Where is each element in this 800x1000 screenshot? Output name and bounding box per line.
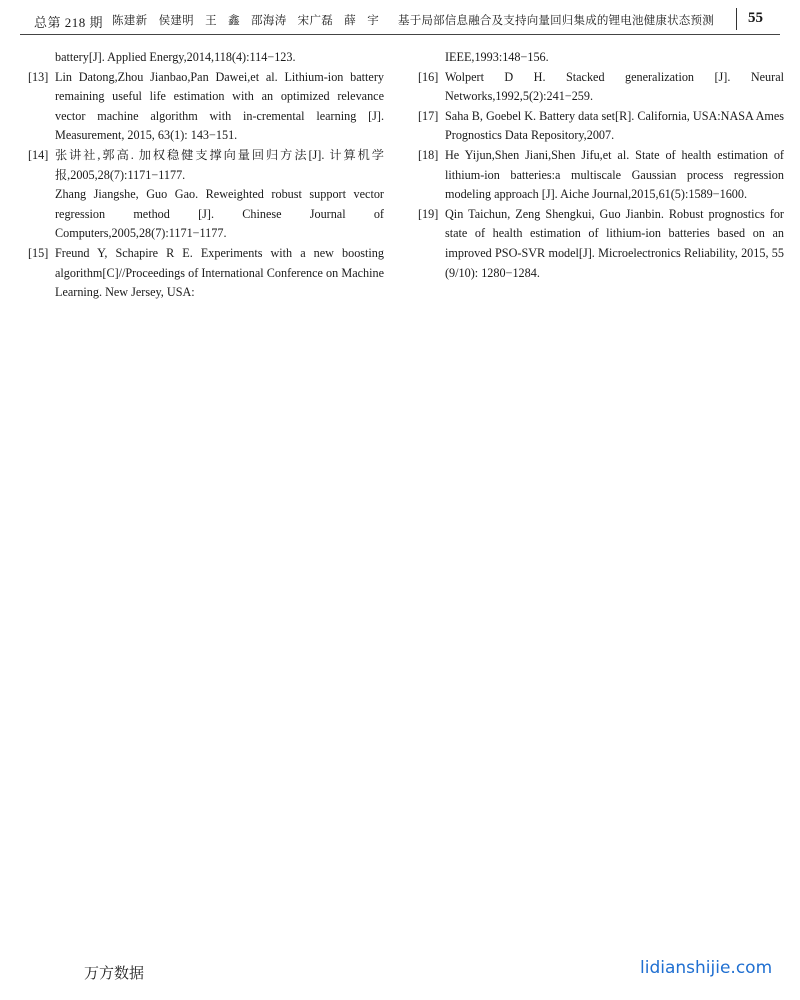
reference-continuation [28, 48, 384, 68]
reference-16 [418, 68, 784, 107]
reference-13 [28, 68, 384, 146]
header-rule [20, 34, 780, 35]
reference-text: 张讲社,郭高. 加权稳健支撑向量回归方法[J]. 计算机学报,2005,28(7):1171−1177. [55, 147, 384, 182]
header-title: 基于局部信息融合及支持向量回归集成的锂电池健康状态预测 [398, 15, 714, 27]
footer-watermark-site: lidianshijie.com [640, 958, 773, 978]
header-authors: 陈建新 侯建明 王 鑫 邵海涛 宋广磊 薛 宇 [112, 15, 380, 27]
reference-number: [14] [28, 147, 49, 162]
reference-continuation-text: IEEE,1993:148−156. [445, 50, 549, 64]
reference-text: He Yijun,Shen Jiani,Shen Jifu,et al. State of health estimation of lithium-ion batteries:a multiscale Gaussian process regression modeling approach [J]. Aiche Journal,2015,61(5):1589−1600. [445, 147, 784, 202]
reference-18 [418, 146, 784, 205]
reference-text: Wolpert D H. Stacked generalization [J]. Neural Networks,1992,5(2):241−259. [445, 69, 784, 104]
reference-text: Saha B, Goebel K. Battery data set[R]. California, USA:NASA Ames Prognostics Data Repository,2007. [445, 108, 784, 143]
issue-number: 总第 218 期 [34, 15, 104, 30]
header-separator [736, 8, 737, 30]
reference-17 [418, 107, 784, 146]
page-number: 55 [748, 10, 763, 26]
reference-number: [17] [418, 108, 439, 123]
reference-continuation [418, 48, 784, 68]
reference-text: Qin Taichun, Zeng Shengkui, Guo Jianbin. Robust prognostics for state of health estimation of lithium-ion batteries based on an improved PSO-SVR model[J]. Microelectronics Reliability, 2015, 55 (9/10): 1280−1284. [445, 206, 784, 280]
reference-19 [418, 205, 784, 283]
right-column [418, 48, 784, 283]
footer-watermark-wanfang: 万方数据 [84, 964, 145, 982]
reference-number: [13] [28, 69, 49, 84]
left-column [28, 48, 384, 303]
reference-number: [15] [28, 245, 49, 260]
reference-number: [16] [418, 69, 439, 84]
reference-text: Freund Y, Schapire R E. Experiments with a new boosting algorithm[C]//Proceedings of International Conference on Machine Learning. New Jersey, USA: [55, 245, 384, 300]
reference-number: [18] [418, 147, 439, 162]
reference-text: Lin Datong,Zhou Jianbao,Pan Dawei,et al. Lithium-ion battery remaining useful life estimation with an optimized relevance vector machine algorithm with in-cremental learning [J]. Measurement, 2015, 63(1): 143−151. [55, 69, 384, 143]
reference-number: [19] [418, 206, 439, 221]
reference-continuation-text: battery[J]. Applied Energy,2014,118(4):114−123. [55, 50, 296, 64]
running-header [0, 0, 800, 34]
reference-14 [28, 146, 384, 244]
reference-15 [28, 244, 384, 303]
reference-text-english: Zhang Jiangshe, Guo Gao. Reweighted robust support vector regression method [J]. Chinese Journal of Computers,2005,28(7):1171−1177. [55, 187, 384, 241]
